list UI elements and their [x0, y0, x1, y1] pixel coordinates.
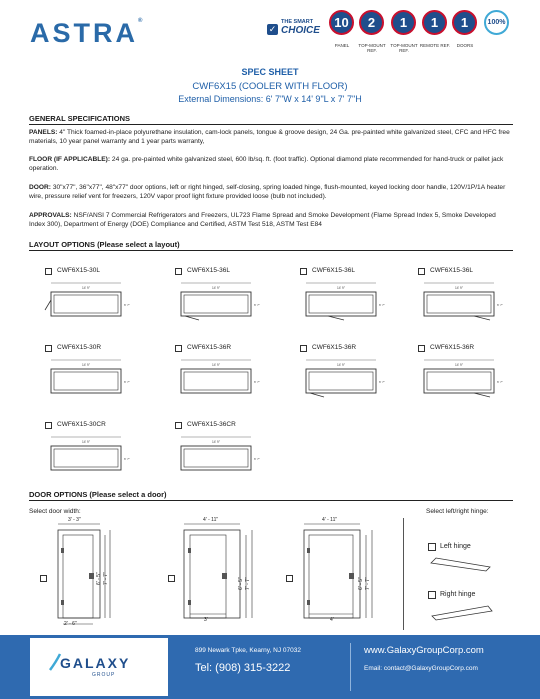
- general-specs-heading: GENERAL SPECIFICATIONS: [29, 114, 513, 125]
- dimension-label: 14' 9": [337, 363, 345, 367]
- layout-floorplan: [300, 357, 384, 397]
- layout-name: CWF6X15-36R: [430, 344, 475, 351]
- dimension-label: 6' 7": [124, 457, 130, 461]
- header: [0, 0, 540, 58]
- layout-name: CWF6X15-30R: [57, 344, 102, 351]
- layout-checkbox[interactable]: [45, 422, 52, 429]
- footer-email-link[interactable]: Email: contact@GalaxyGroupCorp.com: [364, 665, 478, 672]
- badge-label: TOP-MOUNT REF.: [358, 43, 386, 53]
- page-title: SPEC SHEET: [241, 67, 299, 77]
- layout-checkbox[interactable]: [175, 345, 182, 352]
- door1-height-label: 6' - 5": [96, 572, 102, 585]
- smart-choice-line2: CHOICE: [281, 25, 320, 36]
- quality-100-icon: 100%: [484, 10, 510, 38]
- footer: [0, 635, 540, 699]
- door2-height-label: 6' - 5": [238, 577, 244, 590]
- dimension-label: 6' 7": [124, 380, 130, 384]
- layout-name: CWF6X15-36R: [187, 344, 232, 351]
- dimension-label: 14' 9": [337, 286, 345, 290]
- warranty-badge-icon: 2: [359, 10, 385, 38]
- layout-checkbox[interactable]: [418, 345, 425, 352]
- layout-option[interactable]: [45, 422, 145, 478]
- dimension-label: 6' 7": [254, 380, 260, 384]
- dimension-label: 14' 9": [82, 363, 90, 367]
- dimension-label: 14' 9": [455, 363, 463, 367]
- door3-height-label: 6' - 5": [358, 577, 364, 590]
- layout-checkbox[interactable]: [45, 345, 52, 352]
- layout-checkbox[interactable]: [45, 268, 52, 275]
- smart-choice-line1: THE SMART: [281, 19, 314, 25]
- door-width-36-checkbox[interactable]: [168, 575, 175, 582]
- door-36-drawing: [180, 518, 260, 630]
- layout-name: CWF6X15-36L: [430, 267, 473, 274]
- footer-phone[interactable]: Tel: (908) 315-3222: [195, 662, 291, 674]
- dimension-label: 6' 7": [497, 303, 503, 307]
- title-block: [0, 67, 540, 104]
- layout-checkbox[interactable]: [300, 345, 307, 352]
- warranty-badge-icon: 1: [422, 10, 448, 38]
- layout-floorplan: [300, 280, 384, 320]
- door3-width-label: 4' - 11": [322, 517, 338, 523]
- badge-label: DOORS: [456, 43, 474, 48]
- dimension-label: 14' 9": [455, 286, 463, 290]
- layout-floorplan: [45, 280, 129, 320]
- layout-name: CWF6X15-36CR: [187, 421, 236, 428]
- layout-option[interactable]: [300, 345, 400, 401]
- dimension-label: 6' 7": [254, 457, 260, 461]
- layout-floorplan: [175, 280, 259, 320]
- warranty-badge-icon: 1: [452, 10, 478, 38]
- dimension-label: 14' 9": [212, 440, 220, 444]
- door-width-30-checkbox[interactable]: [40, 575, 47, 582]
- layout-name: CWF6X15-36R: [312, 344, 357, 351]
- layout-floorplan: [418, 280, 502, 320]
- galaxy-brand-sub: GROUP: [92, 672, 116, 678]
- panels-spec: PANELS: 4" Thick foamed-in-place polyurethane insulation, cam-lock panels, tongue & groove design, 24 Ga. pre-painted white galvanized steel, CFC and HFC free materials, 10 year panel warranty and 1 year parts warranty,: [29, 129, 510, 145]
- right-hinge-checkbox[interactable]: [428, 591, 436, 599]
- badge-label: REMOTE REF.: [419, 43, 451, 48]
- door1-opening-label: 2' - 6": [64, 621, 77, 627]
- layout-option[interactable]: [175, 268, 275, 324]
- astra-logo: ASTRA®: [30, 18, 146, 48]
- dimension-label: 14' 9": [212, 286, 220, 290]
- layout-name: CWF6X15-30L: [57, 267, 100, 274]
- dimension-label: 6' 7": [379, 380, 385, 384]
- door2-opening-label: 3': [204, 617, 208, 623]
- layout-name: CWF6X15-36L: [187, 267, 230, 274]
- warranty-badge-icon: 1: [391, 10, 417, 38]
- door-options-heading: DOOR OPTIONS (Please select a door): [29, 490, 513, 501]
- right-hinge-diagram: [428, 602, 508, 622]
- select-hinge-label: Select left/right hinge:: [426, 508, 489, 515]
- layout-options-heading: LAYOUT OPTIONS (Please select a layout): [29, 240, 513, 251]
- layout-checkbox[interactable]: [175, 422, 182, 429]
- door1-outer-height-label: 7' - 7": [103, 572, 109, 585]
- select-door-width-label: Select door width:: [29, 508, 81, 515]
- layout-floorplan: [45, 357, 129, 397]
- warranty-badge-icon: 10: [329, 10, 355, 38]
- door-48-drawing: [300, 518, 385, 630]
- dimension-label: 6' 7": [379, 303, 385, 307]
- divider: [403, 518, 404, 630]
- layout-option[interactable]: [45, 268, 145, 324]
- badge-label: PANEL: [334, 43, 350, 48]
- left-hinge-diagram: [428, 555, 508, 575]
- footer-divider: [350, 643, 351, 691]
- model-title: CWF6X15 (COOLER WITH FLOOR): [192, 81, 348, 92]
- door-width-48-checkbox[interactable]: [286, 575, 293, 582]
- dimension-label: 6' 7": [497, 380, 503, 384]
- layout-checkbox[interactable]: [418, 268, 425, 275]
- dimension-label: 14' 9": [82, 440, 90, 444]
- galaxy-logo: [30, 638, 168, 696]
- floor-spec: FLOOR (IF APPLICABLE): 24 ga. pre-painted white galvanized steel, 600 lb/sq. ft. (foot traffic). Optional diamond plate recommended for hand-truck or pallet jack operation.: [29, 156, 504, 172]
- door2-outer-height-label: 7' - 7": [245, 577, 251, 590]
- left-hinge-checkbox[interactable]: [428, 543, 436, 551]
- door3-outer-height-label: 7' - 7": [365, 577, 371, 590]
- left-hinge-label: Left hinge: [440, 543, 471, 550]
- layout-option[interactable]: [175, 345, 275, 401]
- footer-website-link[interactable]: www.GalaxyGroupCorp.com: [364, 645, 484, 656]
- galaxy-brand: GALAXY: [60, 655, 131, 671]
- footer-address: 899 Newark Tpke, Kearny, NJ 07032: [195, 647, 301, 654]
- check-icon: ✓: [268, 24, 277, 34]
- door3-opening-label: 4': [330, 617, 334, 623]
- door2-width-label: 4' - 11": [203, 517, 219, 523]
- layout-option[interactable]: [418, 345, 518, 401]
- smart-choice-badge: [267, 14, 323, 40]
- right-hinge-label: Right hinge: [440, 591, 476, 598]
- layout-checkbox[interactable]: [300, 268, 307, 275]
- layout-name: CWF6X15-36L: [312, 267, 355, 274]
- layout-floorplan: [175, 434, 259, 474]
- layout-checkbox[interactable]: [175, 268, 182, 275]
- door-spec: DOOR: 30"x77", 36"x77", 48"x77" door options, left or right hinged, self-closing, spring loaded hinge, flush-mounted, keyed locking door handle, 120V/1P/1A heater wire, pressure relief vent for freezers, 120V vapor proof light fixture provided loose (bulb not included).: [29, 184, 506, 200]
- door1-width-label: 3' - 3": [68, 517, 81, 523]
- approvals-spec: APPROVALS: NSF/ANSI 7 Commercial Refrigerators and Freezers, UL723 Flame Spread and Smoke Development (Flame Spread Index 5, Smoke Developed Index 300), Department of Energy (DOE) Compliance and Certified, ASTM Test 518, ASTM Test E84: [29, 212, 496, 228]
- layout-option[interactable]: [418, 268, 518, 324]
- dimension-label: 14' 9": [82, 286, 90, 290]
- external-dimensions: External Dimensions: 6' 7"W x 14' 9"L x 7' 7"H: [178, 94, 362, 104]
- layout-option[interactable]: [175, 422, 275, 478]
- layout-option[interactable]: [300, 268, 400, 324]
- layout-option[interactable]: [45, 345, 145, 401]
- dimension-label: 14' 9": [212, 363, 220, 367]
- badge-label: TOP-MOUNT REF.: [390, 43, 418, 53]
- layout-floorplan: [418, 357, 502, 397]
- layout-floorplan: [45, 434, 129, 474]
- layout-name: CWF6X15-30CR: [57, 421, 106, 428]
- dimension-label: 6' 7": [254, 303, 260, 307]
- dimension-label: 6' 7": [124, 303, 130, 307]
- layout-floorplan: [175, 357, 259, 397]
